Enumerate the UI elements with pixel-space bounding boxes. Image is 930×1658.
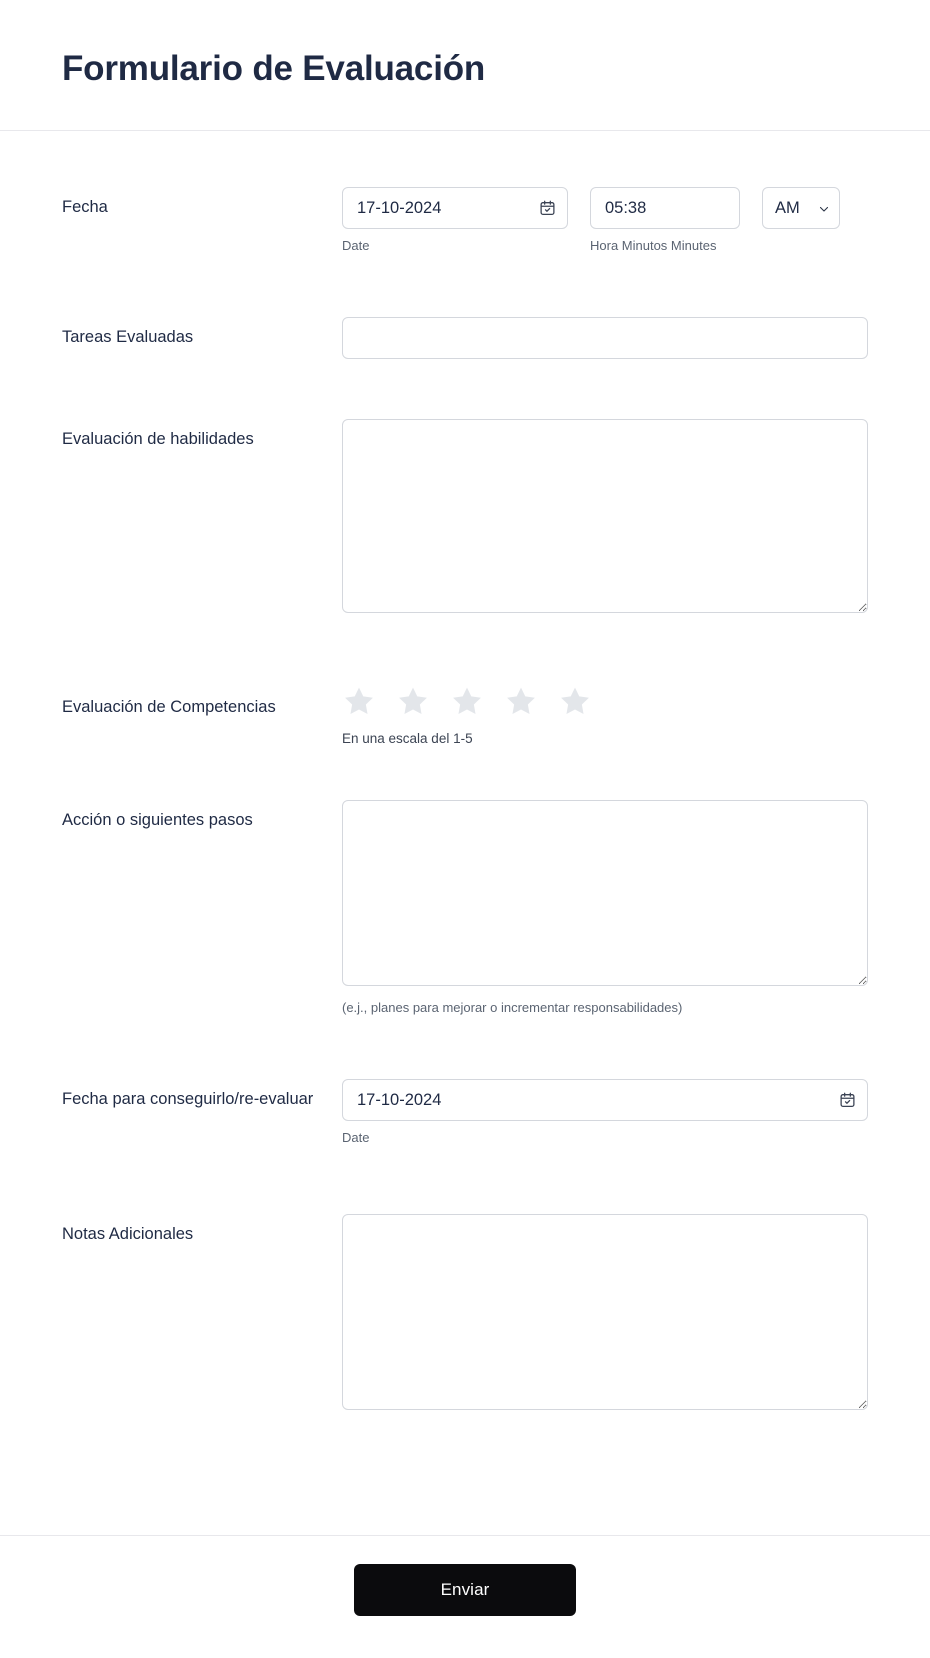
label-tareas: Tareas Evaluadas xyxy=(62,328,194,347)
datetime-group xyxy=(342,187,868,229)
star-icon-1[interactable] xyxy=(342,684,376,717)
field-row-fecha-reevaluar xyxy=(62,1037,868,1167)
form-footer xyxy=(0,1535,930,1658)
label-habilidades: Evaluación de habilidades xyxy=(62,430,254,449)
field-row-competencias xyxy=(62,638,868,766)
field-row-fecha xyxy=(62,165,868,275)
field-row-habilidades xyxy=(62,379,868,638)
control-fecha-reevaluar xyxy=(342,1079,868,1147)
form-body xyxy=(0,131,930,1535)
label-competencias: Evaluación de Competencias xyxy=(62,698,276,717)
help-competencias: En una escala del 1-5 xyxy=(342,731,473,747)
date-group xyxy=(342,187,568,229)
label-fecha-reevaluar: Fecha para conseguirlo/re-evaluar xyxy=(62,1090,314,1109)
star-icon-5[interactable] xyxy=(558,684,592,717)
tareas-evaluadas-input[interactable] xyxy=(342,317,868,359)
control-accion xyxy=(342,800,868,1017)
control-habilidades xyxy=(342,419,868,618)
meridiem-select-wrapper xyxy=(762,187,840,229)
star-icon-4[interactable] xyxy=(504,684,538,717)
fecha-help-row xyxy=(342,229,868,255)
control-notas xyxy=(342,1214,868,1415)
field-row-notas xyxy=(62,1168,868,1445)
rating-stars[interactable] xyxy=(342,682,868,717)
fecha-time-input[interactable] xyxy=(590,187,740,229)
label-fecha: Fecha xyxy=(62,198,108,216)
control-tareas xyxy=(342,317,868,359)
star-icon-2[interactable] xyxy=(396,684,430,717)
notas-adicionales-textarea[interactable] xyxy=(342,1214,868,1410)
meridiem-select[interactable] xyxy=(762,187,840,229)
help-date: Date xyxy=(342,238,370,253)
evaluacion-habilidades-textarea[interactable] xyxy=(342,419,868,613)
label-notas: Notas Adicionales xyxy=(62,1224,194,1243)
label-accion: Acción o siguientes pasos xyxy=(62,811,253,830)
control-fecha xyxy=(342,187,868,255)
field-row-tareas xyxy=(62,275,868,379)
form-header xyxy=(0,0,930,131)
help-fecha-reevaluar: Date xyxy=(342,1130,370,1146)
submit-button[interactable]: Enviar xyxy=(354,1564,576,1616)
date-input-wrapper xyxy=(342,187,568,229)
star-icon-3[interactable] xyxy=(450,684,484,717)
help-time: Hora Minutos Minutes xyxy=(590,238,717,253)
fecha-reevaluar-input[interactable] xyxy=(342,1079,868,1121)
fecha-reevaluar-wrapper xyxy=(342,1079,868,1121)
help-accion: (e.j., planes para mejorar o incrementar responsabilidades) xyxy=(342,1000,683,1016)
field-row-accion xyxy=(62,766,868,1037)
accion-siguientes-pasos-textarea[interactable] xyxy=(342,800,868,986)
page-title: Formulario de Evaluación xyxy=(62,49,486,88)
control-competencias xyxy=(342,682,868,746)
fecha-date-input[interactable] xyxy=(342,187,568,229)
time-group xyxy=(590,187,740,229)
